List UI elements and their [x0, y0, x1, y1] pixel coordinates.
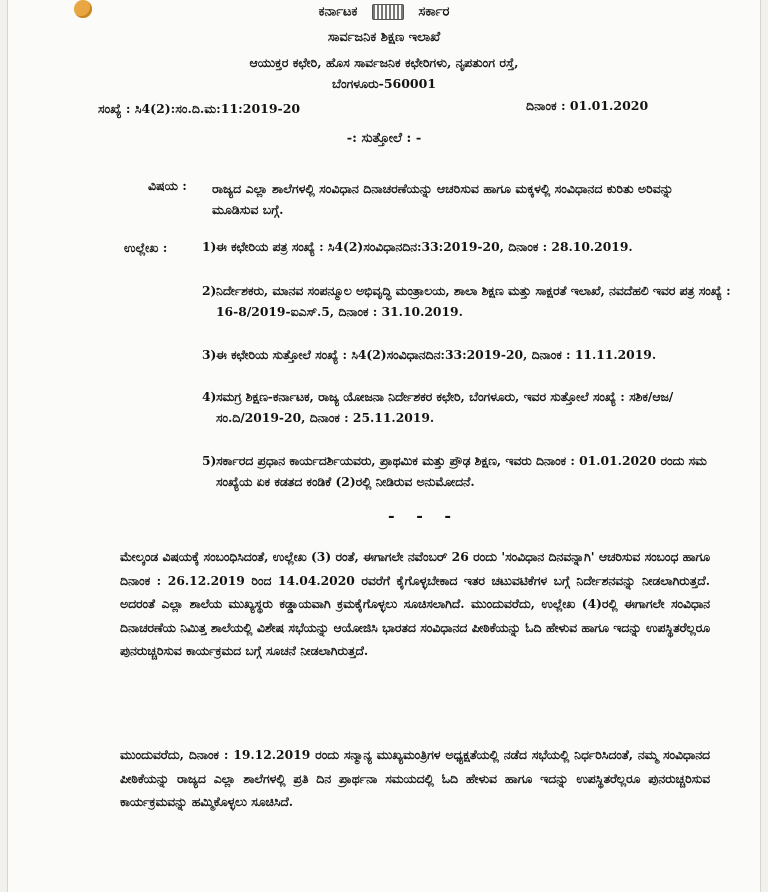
reference-text: ಈ ಕಛೇರಿಯ ಪತ್ರ ಸಂಖ್ಯೆ : ಸಿ4(2)ಸಂವಿಧಾನದಿನ:33:2019-20, ದಿನಾಂಕ : 28.10.2019. — [216, 239, 633, 254]
reference-text: ಸರ್ಕಾರದ ಪ್ರಧಾನ ಕಾರ್ಯದರ್ಶಿಯವರು, ಪ್ರಾಥಮಿಕ ಮತ್ತು ಪ್ರೌಢ ಶಿಕ್ಷಣ, ಇವರು ದಿನಾಂಕ : 01.01.2020 ರಂದು ಸಮ ಸಂಖ್ಯೆಯ ಏಕ ಕಡತದ ಕಂಡಿಕೆ (2)ರಲ್ಲಿ ನೀಡಿರುವ ಅನುಮೋದನೆ. — [216, 453, 707, 489]
reference-number-label: 4) — [202, 389, 217, 404]
document-page — [8, 0, 760, 892]
header-department: ಸಾರ್ವಜನಿಕ ಶಿಕ್ಷಣ ಇಲಾಖೆ — [327, 30, 441, 45]
reference-number-label: 5) — [202, 453, 217, 468]
reference-item — [202, 236, 736, 257]
subject-label: ವಿಷಯ : — [148, 178, 187, 193]
circular-title: -: ಸುತ್ತೋಲೆ : - — [346, 131, 422, 146]
header-government — [8, 4, 760, 20]
subject-text: ರಾಜ್ಯದ ಎಲ್ಲಾ ಶಾಲೆಗಳಲ್ಲಿ ಸಂವಿಧಾನ ದಿನಾಚರಣೆಯನ್ನು ಆಚರಿಸುವ ಹಾಗೂ ಮಕ್ಕಳಲ್ಲಿ ಸಂವಿಧಾನದ ಕುರಿತು ಅರಿವನ್ನು ಮೂಡಿಸುವ ಬಗ್ಗೆ. — [212, 181, 674, 217]
header-sarkara: ಸರ್ಕಾರ — [418, 4, 450, 20]
body-paragraph-2: ಮುಂದುವರೆದು, ದಿನಾಂಕ : 19.12.2019 ರಂದು ಸನ್ಮಾನ್ಯ ಮುಖ್ಯಮಂತ್ರಿಗಳ ಅಧ್ಯಕ್ಷತೆಯಲ್ಲಿ ನಡೆದ ಸಭೆಯಲ್ಲಿ ನಿರ್ಧರಿಸಿದಂತೆ, ನಮ್ಮ ಸಂವಿಧಾನದ ಪೀಠಿಕೆಯನ್ನು ರಾಜ್ಯದ ಎಲ್ಲಾ ಶಾಲೆಗಳಲ್ಲಿ ಪ್ರತಿ ದಿನ ಪ್ರಾರ್ಥನಾ ಸಮಯದಲ್ಲಿ ಓದಿ ಹೇಳುವ ಹಾಗೂ ಇದನ್ನು ಉಪಸ್ಥಿತರೆಲ್ಲರೂ ಪುನರುಚ್ಚರಿಸುವ ಕಾರ್ಯಕ್ರಮವನ್ನು ಹಮ್ಮಿಕೊಳ್ಳಲು ಸೂಚಿಸಿದೆ. — [120, 747, 710, 809]
reference-number-label: 3) — [202, 347, 217, 362]
references-label: ಉಲ್ಲೇಖ : — [124, 240, 168, 255]
body-paragraph-1: ಮೇಲ್ಕಂಡ ವಿಷಯಕ್ಕೆ ಸಂಬಂಧಿಸಿದಂತೆ, ಉಲ್ಲೇಖ (3) ರಂತೆ, ಈಗಾಗಲೇ ನವೆಂಬರ್ 26 ರಂದು 'ಸಂವಿಧಾನ ದಿನವನ್ನಾಗಿ' ಆಚರಿಸುವ ಸಂಬಂಧ ಹಾಗೂ ದಿನಾಂಕ : 26.12.2019 ರಿಂದ 14.04.2020 ರವರೆಗೆ ಕೈಗೊಳ್ಳಬೇಕಾದ ಇತರ ಚಟುವಟಿಕೆಗಳ ಬಗ್ಗೆ ನಿರ್ದೇಶನವನ್ನು ನೀಡಲಾಗಿರುತ್ತದೆ. ಅದರಂತೆ ಎಲ್ಲಾ ಶಾಲೆಯ ಮುಖ್ಯಸ್ಥರು ಕಡ್ಡಾಯವಾಗಿ ಕ್ರಮಕೈಗೊಳ್ಳಲು ಸೂಚಿಸಲಾಗಿದೆ. ಮುಂದುವರೆದು, ಉಲ್ಲೇಖ (4)ರಲ್ಲಿ ಈಗಾಗಲೇ ಸಂವಿಧಾನ ದಿನಾಚರಣೆಯ ನಿಮಿತ್ತ ಶಾಲೆಯಲ್ಲಿ ವಿಶೇಷ ಸಭೆಯನ್ನು ಆಯೋಜಿಸಿ ಭಾರತದ ಸಂವಿಧಾನದ ಪೀಠಿಕೆಯನ್ನು ಓದಿ ಹೇಳುವ ಹಾಗೂ ಇದನ್ನು ಉಪಸ್ಥಿತರೆಲ್ಲರೂ ಪುನರುಚ್ಚರಿಸುವ ಕಾರ್ಯಕ್ರಮದ ಬಗ್ಗೆ ಸೂಚನೆ ನೀಡಲಾಗಿರುತ್ತದೆ. — [120, 549, 710, 658]
reference-number: ಸಂಖ್ಯೆ : ಸಿ4(2):ಸಂ.ದಿ.ಮ:11:2019-20 — [98, 101, 301, 116]
reference-text: ನಿರ್ದೇಶಕರು, ಮಾನವ ಸಂಪನ್ಮೂಲ ಅಭಿವೃದ್ಧಿ ಮಂತ್ರಾಲಯ, ಶಾಲಾ ಶಿಕ್ಷಣ ಮತ್ತು ಸಾಕ್ಷರತೆ ಇಲಾಖೆ, ನವದೆಹಲಿ ಇವರ ಪತ್ರ ಸಂಖ್ಯೆ : 16-8/2019-ಐಎಸ್.5, ದಿನಾಂಕ : 31.10.2019. — [216, 283, 731, 319]
document-date: ದಿನಾಂಕ : 01.01.2020 — [526, 98, 649, 113]
reference-number-label: 1) — [202, 239, 217, 254]
reference-item — [202, 386, 736, 428]
reference-item — [202, 450, 736, 492]
header-karnataka: ಕರ್ನಾಟಕ — [318, 4, 358, 20]
header-office-address: ಆಯುಕ್ತರ ಕಛೇರಿ, ಹೊಸ ಸಾರ್ವಜನಿಕ ಕಛೇರಿಗಳು, ನೃಪತುಂಗ ರಸ್ತೆ, — [249, 55, 519, 70]
reference-text: ಈ ಕಛೇರಿಯ ಸುತ್ತೋಲೆ ಸಂಖ್ಯೆ : ಸಿ4(2)ಸಂವಿಧಾನದಿನ:33:2019-20, ದಿನಾಂಕ : 11.11.2019. — [216, 347, 657, 362]
reference-item — [202, 280, 736, 322]
reference-item — [202, 344, 736, 365]
section-separator: - - - — [388, 506, 460, 525]
header-city: ಬೆಂಗಳೂರು-560001 — [331, 76, 437, 91]
reference-number-label: 2) — [202, 283, 217, 298]
state-emblem-icon — [372, 4, 404, 20]
reference-text: ಸಮಗ್ರ ಶಿಕ್ಷಣ-ಕರ್ನಾಟಕ, ರಾಜ್ಯ ಯೋಜನಾ ನಿರ್ದೇಶಕರ ಕಛೇರಿ, ಬೆಂಗಳೂರು, ಇವರ ಸುತ್ತೋಲೆ ಸಂಖ್ಯೆ : ಸಶಿಕ/ಆಜ/ಸಂ.ದಿ/2019-20, ದಿನಾಂಕ : 25.11.2019. — [216, 389, 674, 425]
